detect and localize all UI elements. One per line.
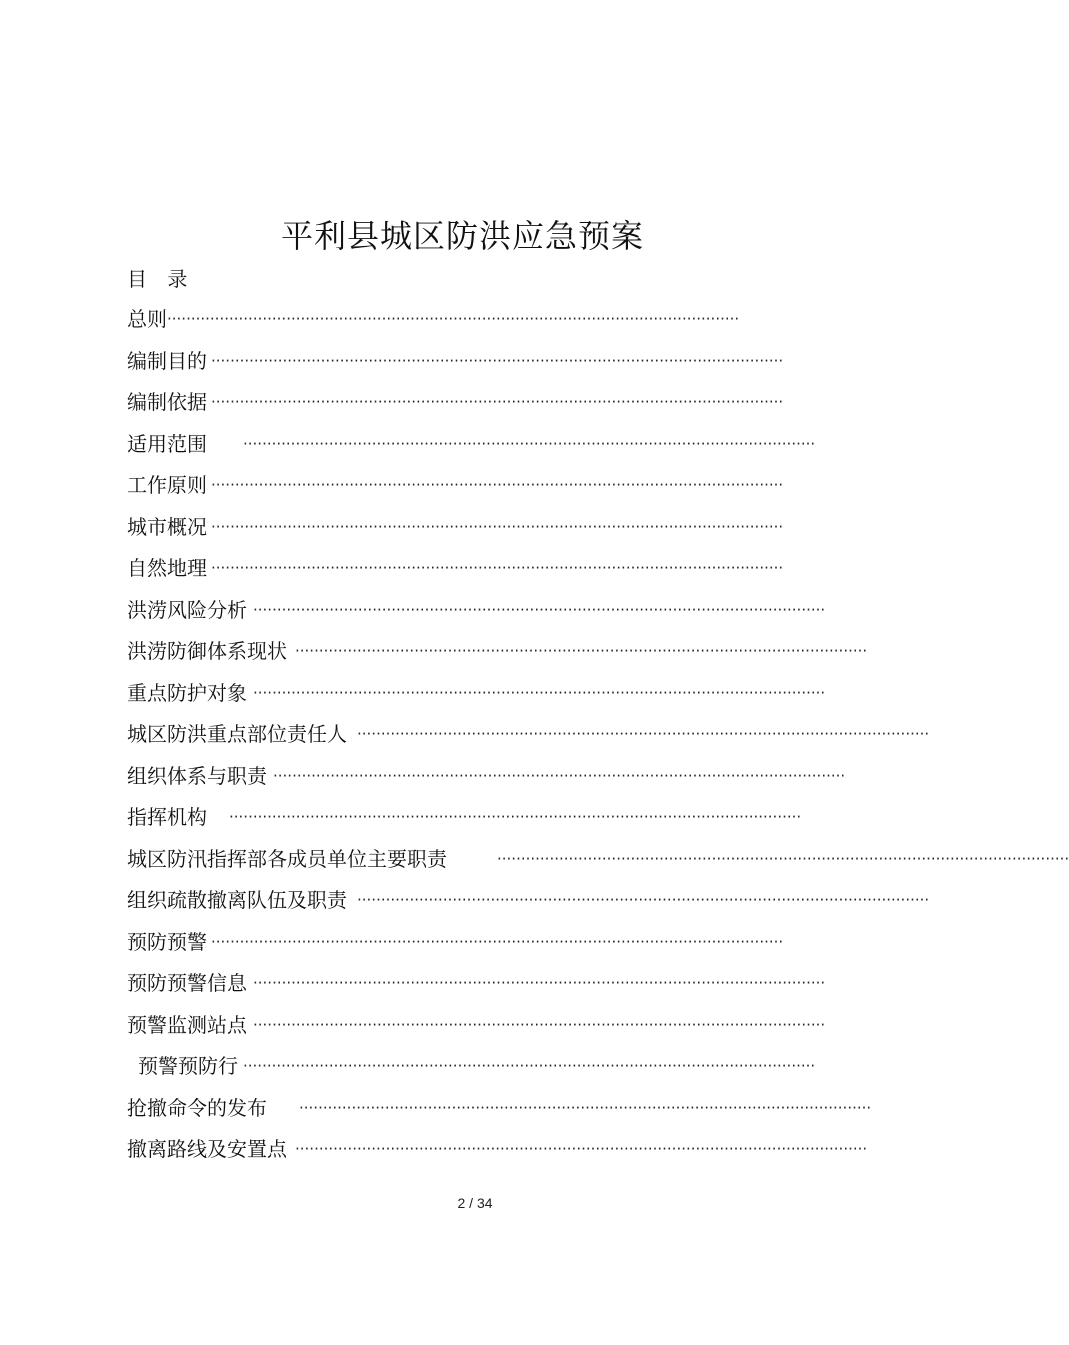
toc-dot-leader: ························································································································	[211, 559, 784, 577]
toc-entry-label: 抢撤命令的发布	[127, 1095, 267, 1120]
toc-dot-leader: ························································································································	[299, 1098, 872, 1117]
toc-entry-label: 编制目的	[127, 348, 207, 373]
toc-dot-leader: ························································································································	[211, 476, 784, 494]
toc-entry	[127, 1134, 868, 1176]
toc-dot-leader: ························································································································	[497, 849, 1069, 868]
toc-entry-label: 指挥机构	[127, 805, 207, 829]
toc-entry-label: 城区防汛指挥部各成员单位主要职责	[127, 846, 447, 871]
toc-entry-label: 预警监测站点	[127, 1012, 247, 1037]
toc-entry-label: 自然地理	[127, 556, 207, 580]
toc-entry-label: 撤离路线及安置点	[127, 1137, 287, 1161]
toc-entry	[127, 885, 930, 927]
toc-entry-label: 预防预警	[127, 929, 207, 954]
toc-dot-leader: ························································································································	[229, 808, 802, 826]
toc-entry-label: 洪涝风险分析	[127, 597, 247, 622]
toc-entry	[127, 1093, 872, 1135]
toc-entry	[127, 470, 784, 512]
toc-dot-leader: ························································································································	[211, 393, 784, 411]
toc-heading: 目 录	[127, 267, 188, 291]
toc-dot-leader: ························································································································	[295, 1140, 868, 1158]
toc-entry	[127, 1010, 826, 1052]
toc-entry	[127, 304, 767, 346]
toc-dot-leader: ························································································································	[253, 683, 826, 702]
toc-dot-leader: ························································································································	[357, 891, 930, 909]
toc-dot-leader: ························································································································	[211, 932, 784, 951]
toc-entry	[127, 678, 826, 720]
toc-entry-label: 城市概况	[127, 514, 207, 539]
toc-dot-leader: ························································································································	[211, 517, 784, 536]
toc-entry-label: 重点防护对象	[127, 680, 247, 705]
toc-entry	[127, 802, 802, 844]
toc-dot-leader: ························································································································	[253, 1015, 826, 1034]
toc-dot-leader: ························································································································	[253, 600, 826, 619]
toc-entry-label: 工作原则	[127, 473, 207, 497]
toc-dot-leader: ························································································································	[295, 642, 868, 660]
toc-entry	[127, 512, 784, 554]
page-number: 2 / 34	[457, 1195, 493, 1211]
toc-entry	[127, 719, 930, 761]
toc-entry	[127, 1051, 816, 1093]
toc-entry-label: 编制依据	[127, 390, 207, 414]
toc-entry	[127, 346, 784, 388]
toc-entry-label: 总则	[127, 307, 167, 331]
toc-dot-leader: ························································································································	[357, 725, 930, 743]
toc-dot-leader: ························································································································	[273, 766, 846, 785]
toc-entry	[127, 927, 784, 969]
toc-dot-leader: ························································································································	[167, 310, 740, 328]
toc-dot-leader: ························································································································	[253, 974, 826, 992]
toc-entry-label: 预防预警信息	[127, 971, 247, 995]
table-of-contents	[127, 304, 1069, 1176]
toc-entry-label: 城区防洪重点部位责任人	[127, 722, 347, 746]
toc-entry	[127, 429, 816, 471]
toc-entry	[127, 595, 826, 637]
toc-dot-leader: ························································································································	[243, 434, 816, 453]
toc-entry	[127, 968, 826, 1010]
toc-entry-label: 洪涝防御体系现状	[127, 639, 287, 663]
toc-entry-label: 组织体系与职责	[127, 763, 267, 788]
toc-entry	[127, 387, 784, 429]
document-title: 平利县城区防洪应急预案	[280, 217, 644, 255]
toc-entry	[127, 844, 1069, 886]
toc-entry-label: 预警预防行	[138, 1054, 238, 1078]
toc-entry-label: 组织疏散撤离队伍及职责	[127, 888, 347, 912]
toc-dot-leader: ························································································································	[211, 351, 784, 370]
toc-entry	[127, 553, 784, 595]
toc-entry-label: 适用范围	[127, 431, 207, 456]
toc-dot-leader: ························································································································	[243, 1057, 816, 1075]
toc-entry	[127, 761, 846, 803]
toc-entry	[127, 636, 868, 678]
